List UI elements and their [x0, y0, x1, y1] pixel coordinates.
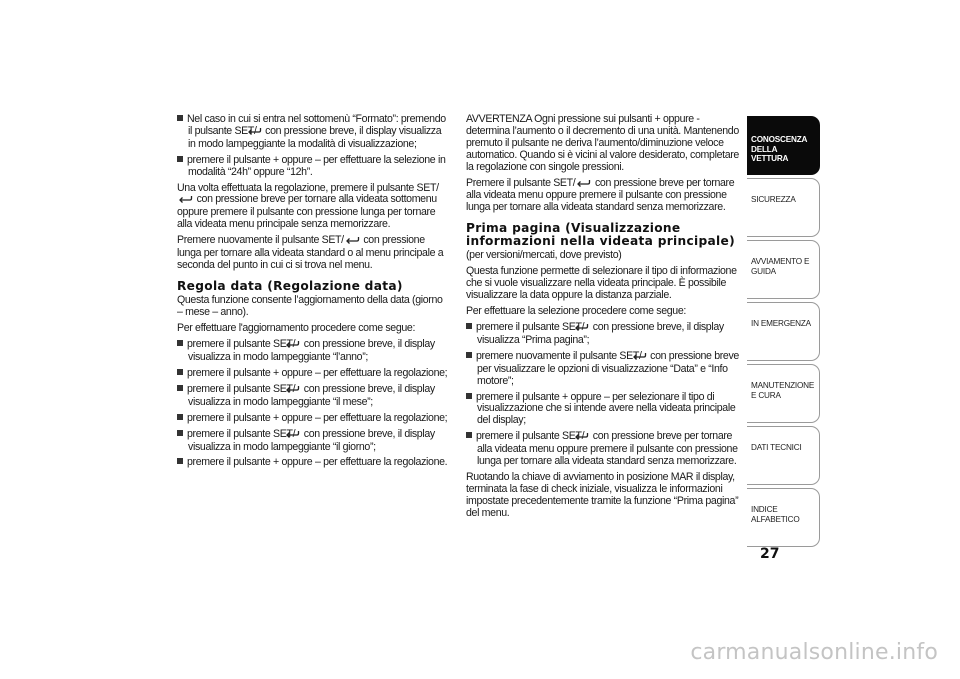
- bullet-square-icon: [177, 458, 183, 464]
- tab-indice-alfabetico[interactable]: INDICE ALFABETICO: [747, 488, 820, 547]
- paragraph: Per effettuare la selezione procedere come segue:: [466, 305, 686, 318]
- bullet-square-icon: [466, 323, 472, 329]
- paragraph: Questa funzione consente l’aggiornamento della data (giorno – mese – anno).: [177, 294, 443, 319]
- tab-dati-tecnici[interactable]: DATI TECNICI: [747, 426, 820, 485]
- bullet-item: premere il pulsante + oppure – per effettuare la regolazione;: [177, 413, 449, 425]
- tab-manutenzione-e-cura[interactable]: MANUTENZIONE E CURA: [747, 364, 820, 423]
- left-column: [177, 114, 449, 473]
- tab-conoscenza-della-vettura[interactable]: CONOSCENZA DELLA VETTURA: [747, 116, 820, 175]
- bullet-square-icon: [177, 385, 183, 391]
- paragraph: AVVERTENZA Ogni pressione sui pulsanti + oppure - determina l’aumento o il decremento di una unità. Mantenendo premuto il pulsante ne deriva l’aumento/diminuzione veloce automatico. Quando si è vicini al valore desiderato, completare la regolazione con singole pressioni.: [466, 113, 739, 173]
- bullet-item: premere il pulsante SET/ con pressione breve per tornare alla videata menu oppure premere il pulsante con pressione lunga per tornare alla videata standard senza memorizzare.: [466, 431, 742, 468]
- paragraph: Premere nuovamente il pulsante SET/ con pressione lunga per tornare alla videata standard o al menu principale a seconda del punto in cui ci si trova nel menu.: [177, 234, 444, 271]
- paragraph: (per versioni/mercati, dove previsto): [466, 249, 622, 262]
- chapter-tabs: [747, 116, 820, 550]
- page-number: 27: [760, 546, 780, 562]
- tab-avviamento-e-guida[interactable]: AVVIAMENTO E GUIDA: [747, 240, 820, 299]
- tab-in-emergenza[interactable]: IN EMERGENZA: [747, 302, 820, 361]
- right-column: [466, 114, 742, 524]
- bullet-item: premere il pulsante SET/ con pressione breve, il display visualizza in modo lampeggiante “il giorno”;: [177, 429, 449, 454]
- bullet-square-icon: [177, 115, 183, 121]
- bullet-item: premere il pulsante SET/ con pressione breve, il display visualizza in modo lampeggiante “il mese”;: [177, 384, 449, 409]
- bullet-item: premere nuovamente il pulsante SET/ con pressione breve per visualizzare le opzioni di visualizzazione “Data” e “Info motore”;: [466, 351, 742, 388]
- bullet-square-icon: [466, 352, 472, 358]
- bullet-square-icon: [177, 156, 183, 162]
- section-heading: Prima pagina (Visualizzazione informazioni nella videata principale): [466, 221, 735, 248]
- bullet-square-icon: [177, 369, 183, 375]
- paragraph: Una volta effettuata la regolazione, premere il pulsante SET/ con pressione breve per tornare alla videata sottomenu oppure premere il pulsante con pressione lunga per tornare alla videata menu principale senza memorizzare.: [177, 181, 439, 231]
- paragraph: Per effettuare l'aggiornamento procedere come segue:: [177, 322, 416, 335]
- bullet-item: premere il pulsante + oppure – per effettuare la selezione in modalità “24h” oppure “12h”.: [177, 155, 449, 179]
- bullet-item: premere il pulsante + oppure – per effettuare la regolazione;: [177, 368, 449, 380]
- bullet-item: premere il pulsante SET/ con pressione breve, il display visualizza in modo lampeggiante “l’anno”;: [177, 339, 449, 364]
- bullet-item: premere il pulsante + oppure – per selezionare il tipo di visualizzazione che si intende avere nella videata principale del display;: [466, 392, 742, 428]
- bullet-item: premere il pulsante + oppure – per effettuare la regolazione.: [177, 457, 449, 469]
- paragraph: Premere il pulsante SET/ con pressione breve per tornare alla videata menu oppure premere il pulsante con pressione lunga per tornare alla videata standard senza memorizzare.: [466, 176, 735, 214]
- paragraph: Questa funzione permette di selezionare il tipo di informazione che si vuole visualizzare nella videata principale. È possibile visualizzare la data oppure la distanza parziale.: [466, 265, 737, 302]
- section-heading: Regola data (Regolazione data): [177, 278, 403, 293]
- tab-sicurezza[interactable]: SICUREZZA: [747, 178, 820, 237]
- bullet-item: premere il pulsante SET/ con pressione breve, il display visualizza “Prima pagina”;: [466, 322, 742, 347]
- paragraph: Ruotando la chiave di avviamento in posizione MAR il display, terminata la fase di check iniziale, visualizza le informazioni impostate precedentemente tramite la funzione “Prima pagina” del menu.: [466, 470, 739, 519]
- bullet-item: Nel caso in cui si entra nel sottomenù “Formato”: premendo il pulsante SET/ con pressione breve, il display visualizza in modo lampeggiante la modalità di visualizzazione;: [177, 114, 449, 151]
- bullet-square-icon: [177, 430, 183, 436]
- watermark: carmanualsonline.info: [690, 640, 938, 665]
- bullet-square-icon: [177, 414, 183, 420]
- bullet-square-icon: [177, 340, 183, 346]
- bullet-square-icon: [466, 393, 472, 399]
- bullet-square-icon: [466, 432, 472, 438]
